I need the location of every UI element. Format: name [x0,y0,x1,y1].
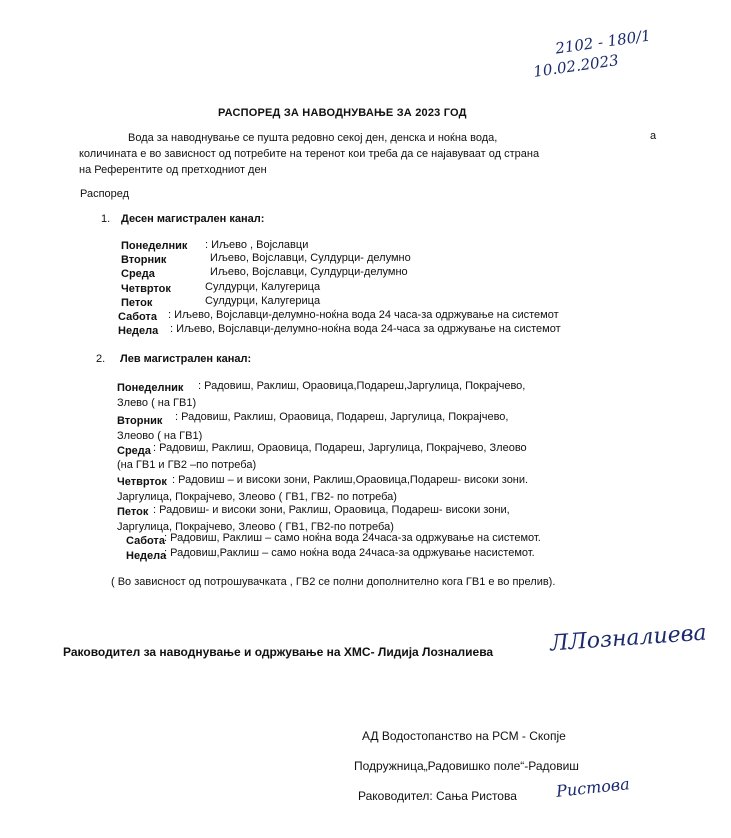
s1-day-wed: Среда [121,268,155,280]
section-2-title: Лев магистрален канал: [120,353,252,365]
s2-sat-text: : Радовиш, Раклиш – само ноќна вода 24часа-за одржување на системот. [164,532,541,544]
s1-day-fri: Петок [121,297,153,309]
head-signature: Ристова [555,774,631,801]
s1-day-thu: Четврток [121,283,171,295]
irrigation-manager: Раководител за наводнување и одржување на ХМС- Лидија Лозналиева [63,645,494,659]
s1-text-thu: Сулдурци, Калугерица [205,281,321,293]
s1-text-mon: : Иљево , Војславци [205,239,309,251]
section-1-number: 1. [101,213,111,225]
s1-day-mon: Понеделник [121,240,188,252]
s1-text-fri: Сулдурци, Калугерица [205,295,321,307]
s1-text-sat: : Иљево, Војславци-делумно-ноќна вода 24 часа-за одржување на системот [168,309,559,321]
s2-day-sun: Недела [126,550,167,562]
s2-day-mon: Понеделник [117,382,184,394]
s1-text-tue: Иљево, Војславци, Сулдурци- делумно [210,252,411,264]
s2-day-fri: Петок [117,506,149,518]
s2-day-tue: Вторник [117,415,163,427]
intro-line-3: на Референтите од претходниот ден [79,164,267,176]
manager-signature: ЛЛозналиева [549,620,708,657]
s2-thu-line-1: : Радовиш – и високи зони, Раклиш,Ораовица,Подареш- високи зони. [172,474,529,486]
note: ( Во зависност од потрошувачката , ГВ2 се полни дополнително кога ГВ1 е во прелив). [111,576,556,588]
s2-mon-line-1: : Радовиш, Раклиш, Ораовица,Подареш,Јаргулица, Покрајчево, [198,380,526,392]
s2-wed-line-1: : Радовиш, Раклиш, Ораовица, Подареш, Јаргулица, Покрајчево, Злеово [153,442,527,454]
section-2-number: 2. [96,353,106,365]
registry-number: 2102 - 180/1 [554,26,652,58]
s1-day-sun: Недела [118,325,159,337]
s2-wed-line-2: (на ГВ1 и ГВ2 –по потреба) [117,459,257,471]
intro-line-1: Вода за наводнување се пушта редовно секој ден, денска и ноќна вода, [128,132,498,144]
s2-thu-line-2: Јаргулица, Покрајчево, Злеово ( ГВ1, ГВ2- по потреба) [117,491,397,503]
document-title: РАСПОРЕД ЗА НАВОДНУВАЊЕ ЗА 2023 ГОД [218,107,467,119]
intro-line-1-end: а [650,130,657,142]
s2-tue-line-2: Злеово ( на ГВ1) [117,430,203,442]
s2-sun-text: : Радовиш,Раклиш – само ноќна вода 24часа-за одржување насистемот. [164,547,535,559]
s1-day-sat: Сабота [118,311,157,323]
branch-head: Раководител: Сања Ристова [358,789,517,803]
schedule-label: Распоред [80,188,130,200]
s2-fri-line-2: Јаргулица, Покрајчево, Злеово ( ГВ1, ГВ2-по потреба) [117,521,394,533]
s2-day-wed: Среда [117,445,151,457]
s2-mon-line-2: Злево ( на ГВ1) [117,397,197,409]
intro-line-2: количината е во зависност од потребите на теренот кои треба да се најавуваат од страна [79,148,540,160]
s1-text-wed: Иљево, Војславци, Сулдурци-делумно [210,266,408,278]
section-1-title: Десен магистрален канал: [121,213,265,225]
s2-day-sat: Сабота [126,535,165,547]
registry-date: 10.02.2023 [532,51,620,81]
s1-day-tue: Вторник [121,254,167,266]
branch-name: Подружница„Радовишко поле“-Радовиш [354,759,579,773]
s2-tue-line-1: : Радовиш, Раклиш, Ораовица, Подареш, Јаргулица, Покрајчево, [175,411,509,423]
company-name: АД Водостопанство на РСМ - Скопје [362,729,566,743]
s1-text-sun: : Иљево, Војславци-делумно-ноќна вода 24-часа за одржување на системот [170,323,561,335]
s2-fri-line-1: : Радовиш- и високи зони, Раклиш, Ораовица, Подареш- високи зони, [153,504,510,516]
s2-day-thu: Четврток [117,476,167,488]
